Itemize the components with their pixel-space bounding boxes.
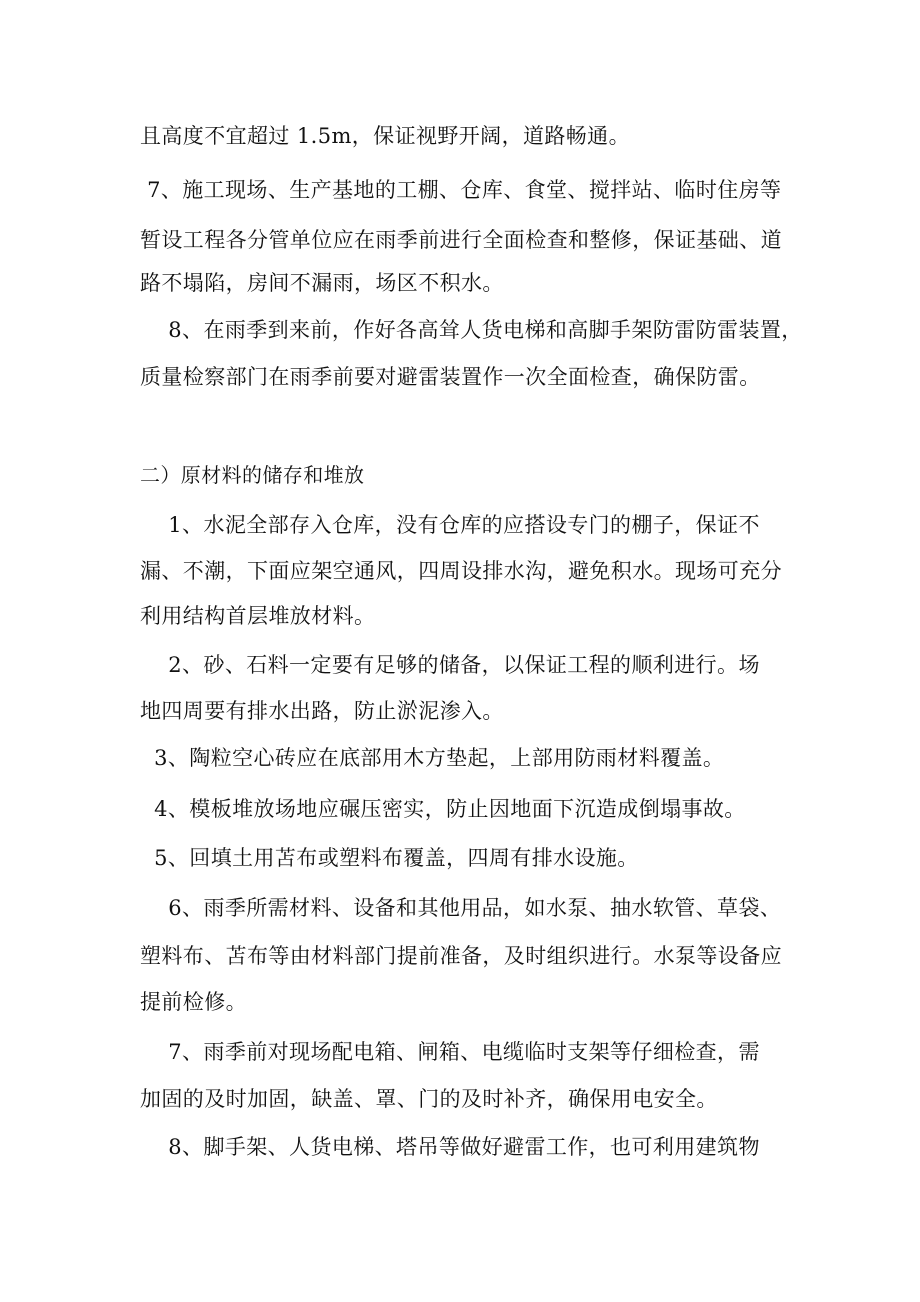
section-heading: 二）原材料的储存和堆放 — [140, 463, 365, 487]
text-line-17: 提前检修。 — [140, 990, 247, 1014]
text-line-10: 2、砂、石料一定要有足够的储备，以保证工程的顺利进行。场 — [140, 653, 760, 677]
text-line-5: 8、在雨季到来前，作好各高耸人货电梯和高脚手架防雷防雷装置， — [140, 318, 803, 342]
text-line-1: 且高度不宜超过 1.5m，保证视野开阔，道路畅通。 — [140, 124, 630, 148]
text-line-19: 加固的及时加固，缺盖、罩、门的及时补齐，确保用电安全。 — [140, 1087, 718, 1111]
text-line-14: 5、回填土用苫布或塑料布覆盖，四周有排水设施。 — [140, 846, 639, 870]
text-line-15: 6、雨季所需材料、设备和其他用品，如水泵、抽水软管、草袋、 — [140, 896, 782, 920]
text-line-20: 8、脚手架、人货电梯、塔吊等做好避雷工作，也可利用建筑物 — [140, 1135, 760, 1159]
text-line-16: 塑料布、苫布等由材料部门提前准备，及时组织进行。水泵等设备应 — [140, 944, 782, 968]
text-line-11: 地四周要有排水出路，防止淤泥渗入。 — [140, 699, 504, 723]
text-line-6: 质量检察部门在雨季前要对避雷装置作一次全面检查，确保防雷。 — [140, 365, 761, 389]
text-line-8: 漏、不潮，下面应架空通风，四周设排水沟，避免积水。现场可充分 — [140, 559, 782, 583]
text-line-9: 利用结构首层堆放材料。 — [140, 604, 376, 628]
text-line-3: 暂设工程各分管单位应在雨季前进行全面检查和整修，保证基础、道 — [140, 228, 782, 252]
text-line-4: 路不塌陷，房间不漏雨，场区不积水。 — [140, 271, 504, 295]
text-line-13: 4、模板堆放场地应碾压密实，防止因地面下沉造成倒塌事故。 — [140, 797, 746, 821]
text-line-2: 7、施工现场、生产基地的工棚、仓库、食堂、搅拌站、临时住房等 — [140, 178, 782, 202]
text-line-7: 1、水泥全部存入仓库，没有仓库的应搭设专门的棚子，保证不 — [140, 513, 760, 537]
text-line-12: 3、陶粒空心砖应在底部用木方垫起，上部用防雨材料覆盖。 — [140, 746, 725, 770]
text-line-18: 7、雨季前对现场配电箱、闸箱、电缆临时支架等仔细检查，需 — [140, 1040, 760, 1064]
